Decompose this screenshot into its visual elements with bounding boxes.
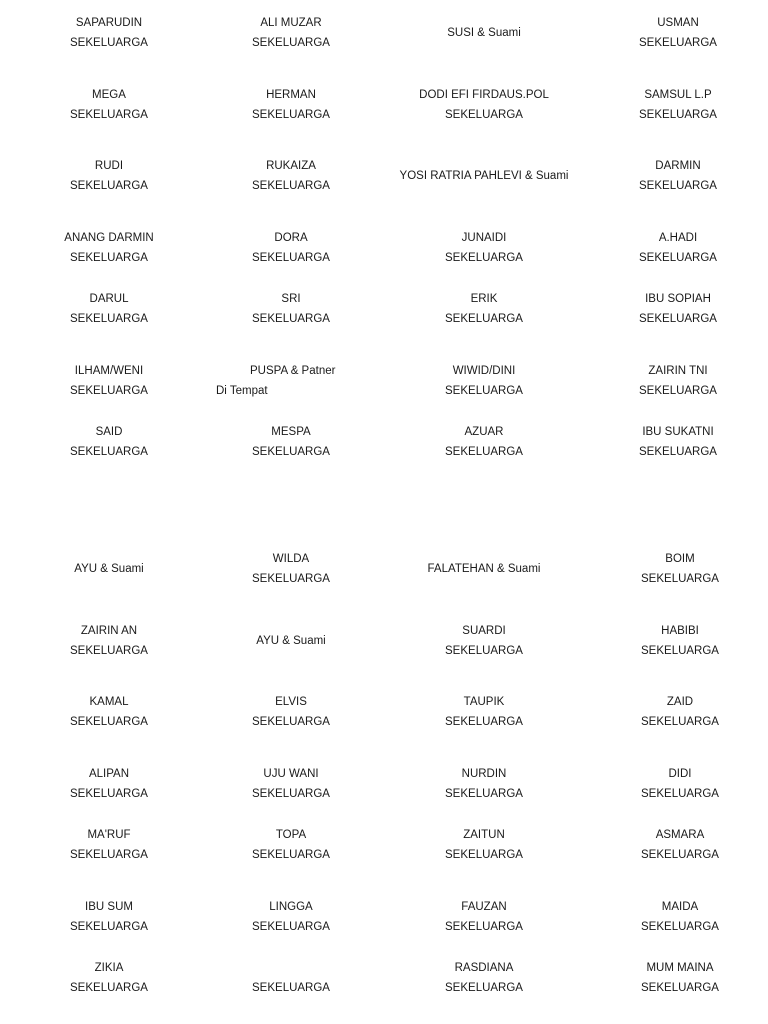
label-entry [445,692,523,732]
recipient-subline: SEKELUARGA [639,37,717,49]
recipient-subline: SEKELUARGA [70,716,148,728]
recipient-subline: SEKELUARGA [252,109,330,121]
recipient-name: ZAITUN [463,829,505,841]
recipient-subline: SEKELUARGA [252,788,330,800]
label-entry [252,692,330,732]
label-entry [252,764,330,804]
recipient-name: KAMAL [89,696,129,708]
recipient-subline: SEKELUARGA [641,921,719,933]
recipient-name: AZUAR [464,426,504,438]
recipient-name: TOPA [275,829,307,841]
recipient-name: MESPA [271,426,311,438]
recipient-subline: SEKELUARGA [639,109,717,121]
label-entry [70,156,148,196]
recipient-subline: SEKELUARGA [445,446,523,458]
recipient-subline: SEKELUARGA [70,645,148,657]
recipient-subline: SEKELUARGA [70,788,148,800]
recipient-name: IBU SUKATNI [642,426,714,438]
label-entry [639,13,717,53]
recipient-subline: SEKELUARGA [70,982,148,994]
recipient-subline: SEKELUARGA [252,921,330,933]
label-entry [639,228,717,268]
label-entry [445,958,523,998]
recipient-name: AYU & Suami [256,635,326,647]
recipient-subline: SEKELUARGA [641,788,719,800]
recipient-name: HABIBI [661,625,699,637]
label-entry [70,85,148,125]
recipient-name: WILDA [272,553,310,565]
recipient-name: FAUZAN [461,901,507,913]
recipient-name: RUKAIZA [266,160,316,172]
recipient-name: DIDI [668,768,692,780]
label-entry [641,764,719,804]
recipient-name: SRI [281,293,301,305]
recipient-subline: SEKELUARGA [445,921,523,933]
recipient-name: A.HADI [658,232,698,244]
recipient-name: UJU WANI [263,768,319,780]
recipient-name: SUSI & Suami [447,27,521,39]
recipient-name: AYU & Suami [74,563,144,575]
label-entry [428,559,541,579]
label-entry [641,549,719,589]
recipient-subline: SEKELUARGA [70,921,148,933]
recipient-name: ZAID [666,696,694,708]
label-entry [445,361,523,401]
recipient-subline: SEKELUARGA [641,849,719,861]
recipient-subline: SEKELUARGA [70,37,148,49]
label-entry [252,85,330,125]
label-entry [445,422,523,462]
recipient-name: ASMARA [655,829,705,841]
recipient-subline: SEKELUARGA [252,37,330,49]
label-entry [445,289,523,329]
label-entry [252,289,330,329]
recipient-subline: SEKELUARGA [70,385,148,397]
recipient-name: ALIPAN [88,768,130,780]
recipient-name: BOIM [665,553,695,565]
label-entry [641,692,719,732]
recipient-subline: SEKELUARGA [70,109,148,121]
label-entry [641,825,719,865]
label-entry [70,958,148,998]
recipient-subline: SEKELUARGA [445,716,523,728]
recipient-name: ILHAM/WENI [74,365,144,377]
label-entry [447,23,521,43]
recipient-name: USMAN [657,17,699,29]
recipient-subline: SEKELUARGA [252,573,330,585]
label-entry [256,631,325,651]
label-entry [445,764,523,804]
recipient-subline: SEKELUARGA [641,645,719,657]
label-entry [70,289,148,329]
label-entry [639,85,717,125]
recipient-subline: SEKELUARGA [639,180,717,192]
recipient-name: NURDIN [461,768,507,780]
recipient-name: MUM MAINA [646,962,714,974]
label-entry [252,13,330,53]
recipient-name: SAPARUDIN [75,17,143,29]
label-entry [252,156,330,196]
recipient-name: ERIK [470,293,498,305]
recipient-subline: SEKELUARGA [70,849,148,861]
recipient-name: JUNAIDI [461,232,507,244]
recipient-subline: SEKELUARGA [445,385,523,397]
label-entry [252,422,330,462]
label-entry [252,897,330,937]
label-entry [445,621,523,661]
label-entry [64,228,153,268]
recipient-subline: SEKELUARGA [639,385,717,397]
label-entry [252,825,330,865]
recipient-name: ANANG DARMIN [64,232,154,244]
recipient-subline: SEKELUARGA [252,313,330,325]
label-entry [70,897,148,937]
recipient-subline: SEKELUARGA [70,180,148,192]
recipient-name: SUARDI [462,625,506,637]
recipient-name: LINGGA [269,901,313,913]
recipient-subline: SEKELUARGA [639,313,717,325]
label-entry [70,692,148,732]
label-entry [641,958,719,998]
recipient-subline: SEKELUARGA [639,252,717,264]
recipient-subline: SEKELUARGA [445,849,523,861]
label-entry [252,958,330,998]
recipient-name: ALI MUZAR [260,17,322,29]
recipient-name: DODI EFI FIRDAUS.POL [419,89,549,101]
recipient-name: RASDIANA [454,962,514,974]
recipient-subline: SEKELUARGA [70,252,148,264]
label-entry [639,361,717,401]
recipient-subline: SEKELUARGA [641,716,719,728]
label-entry [445,228,523,268]
recipient-subline: Di Tempat [216,385,268,397]
recipient-subline: SEKELUARGA [252,849,330,861]
label-entry [252,549,330,589]
recipient-name [252,958,330,978]
recipient-name: WIWID/DINI [452,365,516,377]
recipient-name: YOSI RATRIA PAHLEVI & Suami [399,170,569,182]
label-entry [639,156,717,196]
label-entry [70,825,148,865]
recipient-subline: SEKELUARGA [641,982,719,994]
recipient-name: HERMAN [266,89,316,101]
recipient-subline: SEKELUARGA [445,645,523,657]
recipient-subline: SEKELUARGA [252,982,330,994]
recipient-subline: SEKELUARGA [639,446,717,458]
label-entry [70,764,148,804]
recipient-subline: SEKELUARGA [252,446,330,458]
recipient-subline: SEKELUARGA [70,446,148,458]
recipient-name: MA'RUF [87,829,131,841]
label-entry [641,897,719,937]
label-entry [400,166,569,186]
label-entry [74,559,143,579]
recipient-name: IBU SUM [85,901,133,913]
recipient-subline: SEKELUARGA [445,313,523,325]
recipient-name: ZAIRIN TNI [648,365,708,377]
label-entry [641,621,719,661]
recipient-name: ELVIS [275,696,307,708]
label-entry [639,422,717,462]
recipient-name: MEGA [92,89,126,101]
recipient-name: ZIKIA [94,962,124,974]
label-entry [70,13,148,53]
recipient-name: MAIDA [661,901,699,913]
label-entry [70,422,148,462]
recipient-subline: SEKELUARGA [445,109,523,121]
label-entry [216,361,335,401]
recipient-name: PUSPA & Patner [250,365,336,377]
recipient-name: DORA [274,232,308,244]
recipient-subline: SEKELUARGA [445,252,523,264]
label-entry [70,621,148,661]
recipient-name: DARMIN [655,160,701,172]
recipient-subline: SEKELUARGA [445,982,523,994]
recipient-subline: SEKELUARGA [641,573,719,585]
recipient-name: SAID [95,426,123,438]
label-entry [445,897,523,937]
recipient-subline: SEKELUARGA [70,313,148,325]
recipient-subline: SEKELUARGA [252,180,330,192]
recipient-name: DARUL [89,293,129,305]
label-entry [445,825,523,865]
label-entry [639,289,717,329]
label-entry [252,228,330,268]
recipient-subline: SEKELUARGA [252,252,330,264]
recipient-name: IBU SOPIAH [645,293,711,305]
recipient-name: SAMSUL L.P [644,89,712,101]
recipient-name: RUDI [94,160,124,172]
label-entry [70,361,148,401]
label-entry [419,85,549,125]
recipient-name: FALATEHAN & Suami [427,563,541,575]
recipient-subline: SEKELUARGA [445,788,523,800]
recipient-subline: SEKELUARGA [252,716,330,728]
recipient-name: ZAIRIN AN [80,625,138,637]
recipient-name: TAUPIK [463,696,505,708]
